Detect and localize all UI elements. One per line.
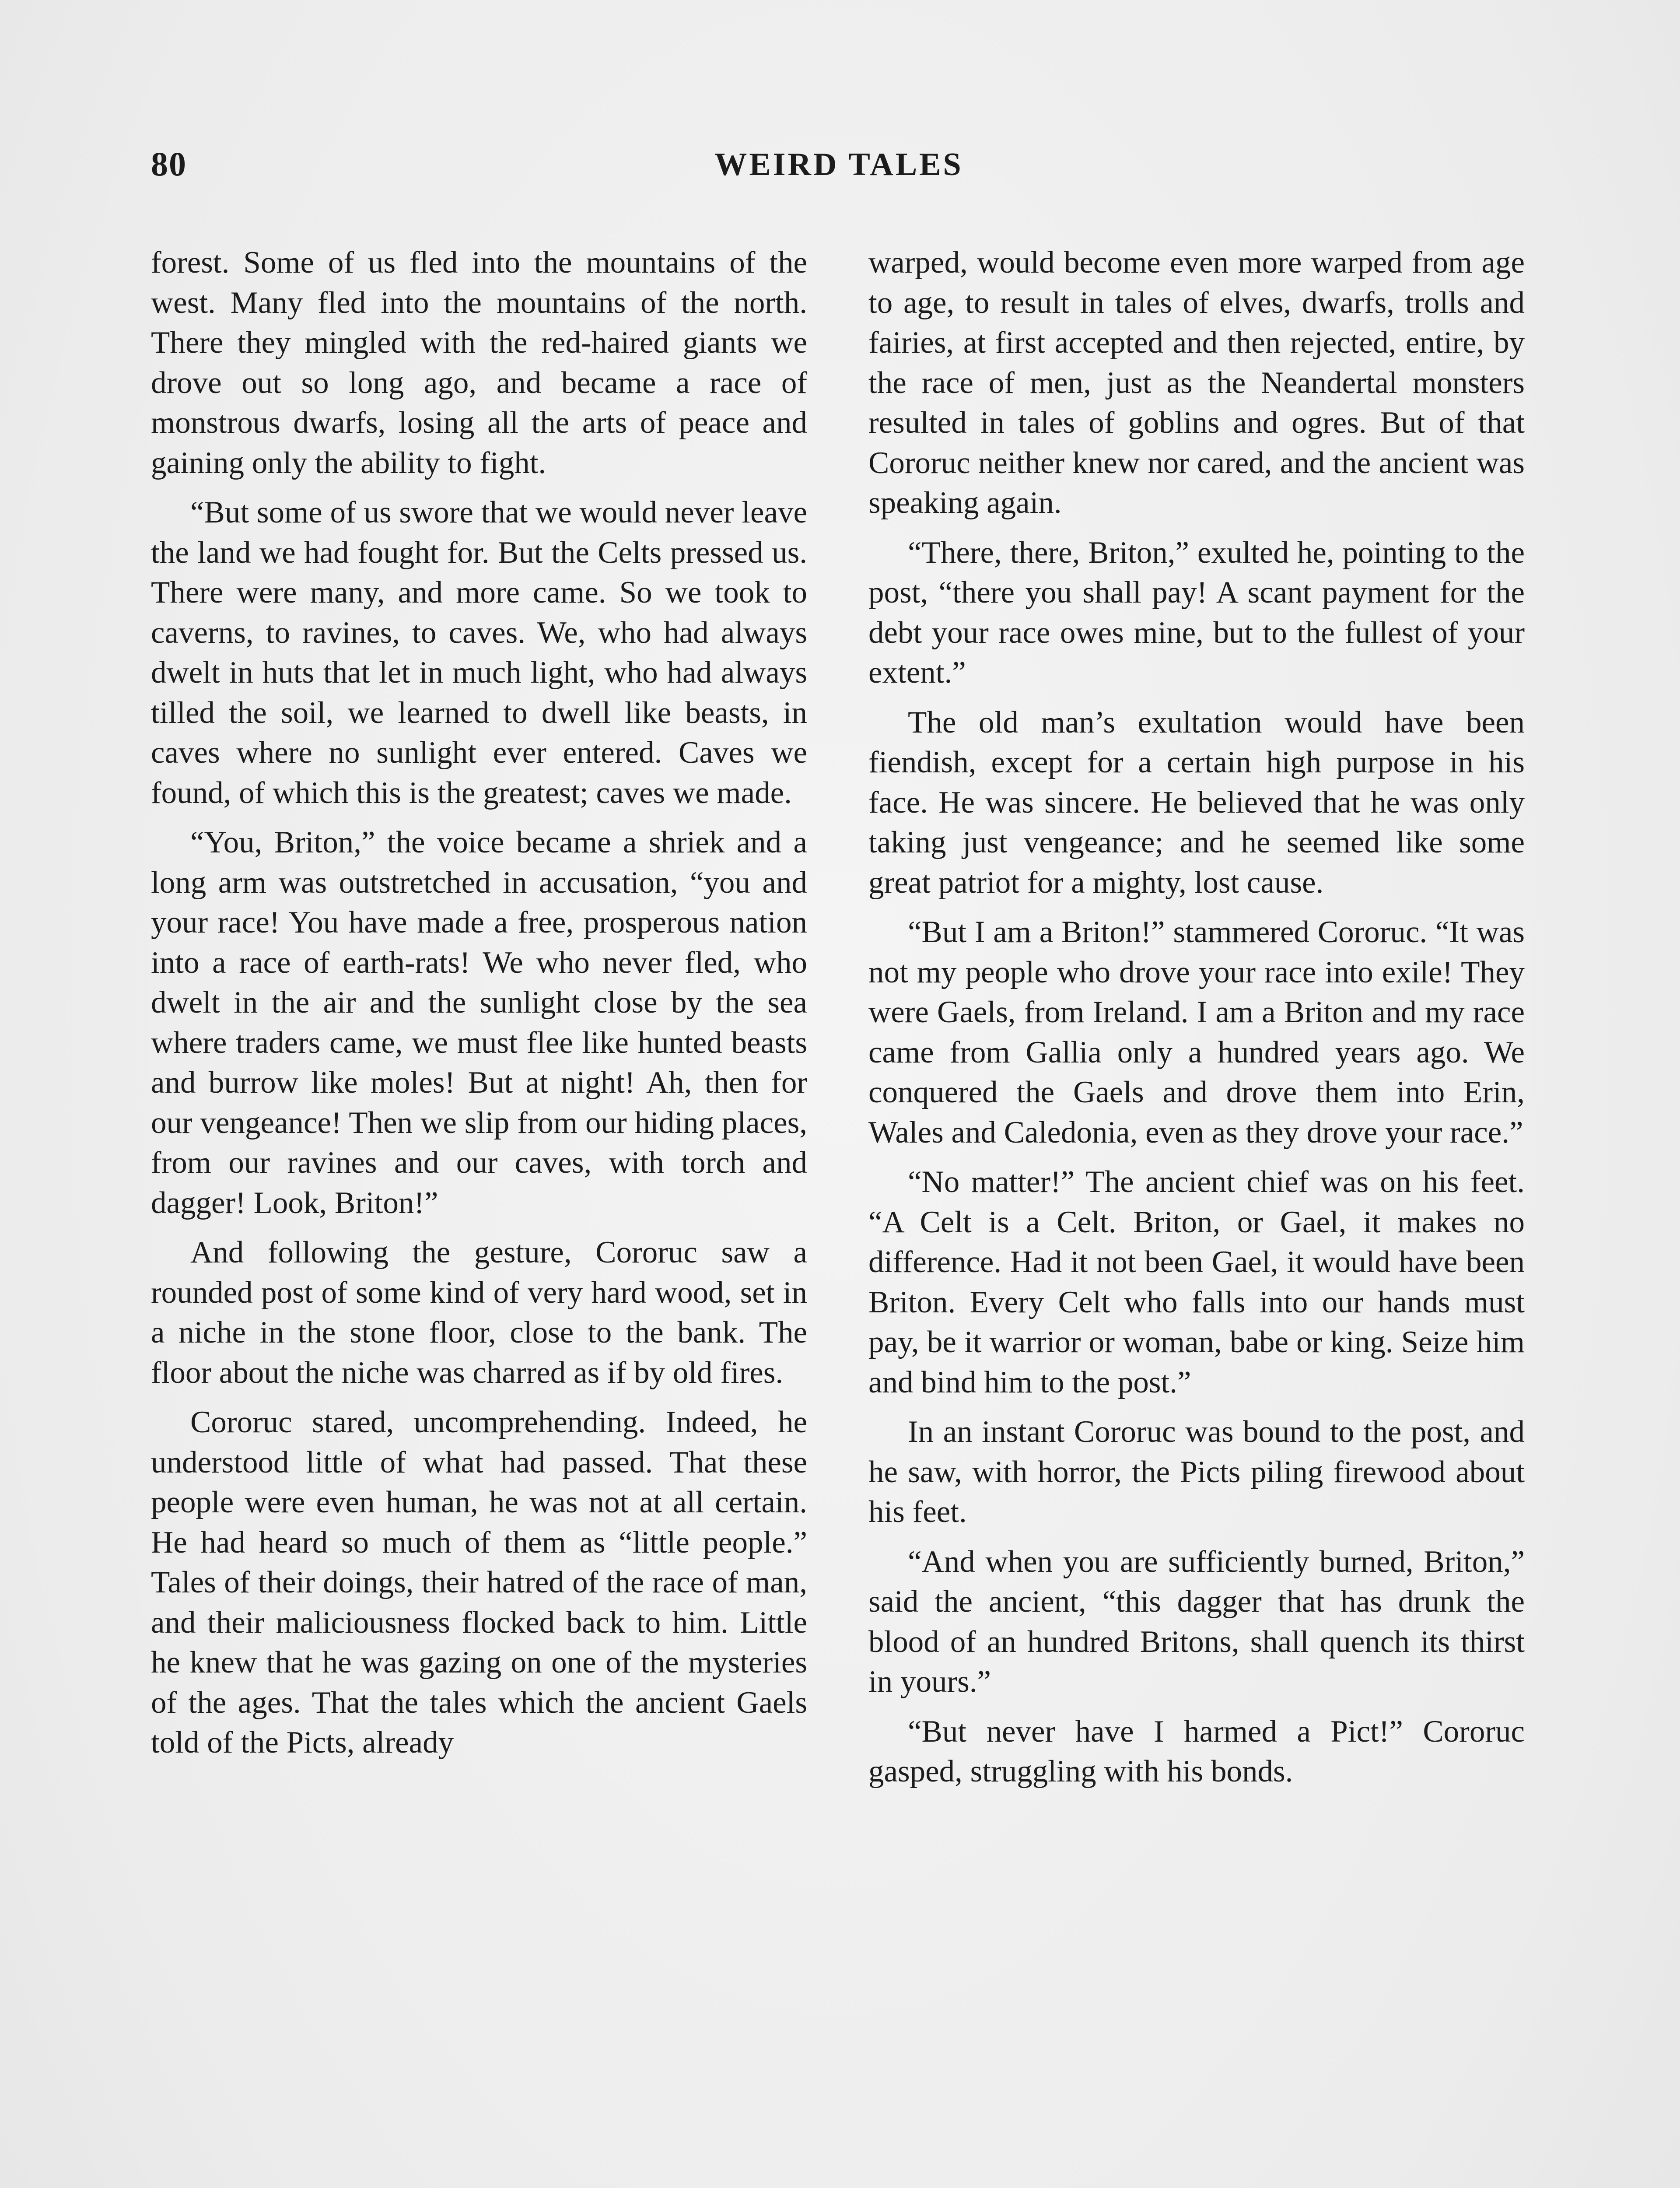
paragraph: warped, would become even more warped from age to age, to result in tales of elves, dwarfs, trolls and fairies, at first accepted and then rejected, entire, by the race of men, just as the Neandertal monsters resulted in tales of goblins and ogres. But of that Cororuc neither knew nor cared, and the ancient was speaking again. xyxy=(868,245,1525,520)
paragraph: “There, there, Briton,” exulted he, pointing to the post, “there you shall pay! A scant payment for the debt your race owes mine, but to the fullest of your extent.” xyxy=(868,535,1525,690)
paragraph: “But never have I harmed a Pict!” Cororuc gasped, struggling with his bonds. xyxy=(868,1714,1525,1788)
page-header xyxy=(151,144,1527,193)
paragraph: “No matter!” The ancient chief was on his feet. “A Celt is a Celt. Briton, or Gael, it makes no difference. Had it not been Gael, it would have been Briton. Every Celt who falls into our hands must pay, be it warrior or woman, babe or king. Seize him and bind him to the post.” xyxy=(868,1165,1525,1399)
right-column xyxy=(868,243,1525,1802)
left-column xyxy=(151,243,807,1773)
paragraph: “You, Briton,” the voice became a shriek and a long arm was outstretched in accusation, “you and your race! You have made a free, prosperous nation into a race of earth-rats! We who never fled, who dwelt in the air and the sunlight close by the sea where traders came, we must flee like hunted beasts and burrow like moles! But at night! Ah, then for our vengeance! Then we slip from our hiding places, from our ravines and our caves, with torch and dagger! Look, Briton!” xyxy=(151,825,807,1220)
paragraph: forest. Some of us fled into the mountains of the west. Many fled into the mountains of the north. There they mingled with the red-haired giants we drove out so long ago, and became a race of monstrous dwarfs, losing all the arts of peace and gaining only the ability to fight. xyxy=(151,245,807,480)
paragraph: And following the gesture, Cororuc saw a rounded post of some kind of very hard wood, set in a niche in the stone floor, close to the bank. The floor about the niche was charred as if by old fires. xyxy=(151,1235,807,1390)
paragraph: Cororuc stared, uncomprehending. Indeed, he understood little of what had passed. That these people were even human, he was not at all certain. He had heard so much of them as “little people.” Tales of their doings, their hatred of the race of man, and their maliciousness flocked back to him. Little he knew that he was gazing on one of the mysteries of the ages. That the tales which the ancient Gaels told of the Picts, already xyxy=(151,1405,807,1760)
paragraph: In an instant Cororuc was bound to the post, and he saw, with horror, the Picts piling firewood about his feet. xyxy=(868,1415,1525,1529)
page-number: 80 xyxy=(151,145,187,183)
paragraph: “But I am a Briton!” stammered Cororuc. “It was not my people who drove your race into exile! They were Gaels, from Ireland. I am a Briton and my race came from Gallia only a hundred years ago. We conquered the Gaels and drove them into Erin, Wales and Caledonia, even as they drove your race.” xyxy=(868,915,1525,1150)
paragraph: “And when you are sufficiently burned, Briton,” said the ancient, “this dagger that has drunk the blood of an hundred Britons, shall quench its thirst in yours.” xyxy=(868,1544,1525,1699)
running-head: WEIRD TALES xyxy=(714,147,963,182)
paragraph: The old man’s exultation would have been fiendish, except for a certain high purpose in his face. He was sincere. He believed that he was only taking just vengeance; and he seemed like some great patriot for a mighty, lost cause. xyxy=(868,705,1525,900)
paragraph: “But some of us swore that we would never leave the land we had fought for. But the Celts pressed us. There were many, and more came. So we took to caverns, to ravines, to caves. We, who had always dwelt in huts that let in much light, who had always tilled the soil, we learned to dwell like beasts, in caves where no sunlight ever entered. Caves we found, of which this is the greatest; caves we made. xyxy=(151,495,807,810)
